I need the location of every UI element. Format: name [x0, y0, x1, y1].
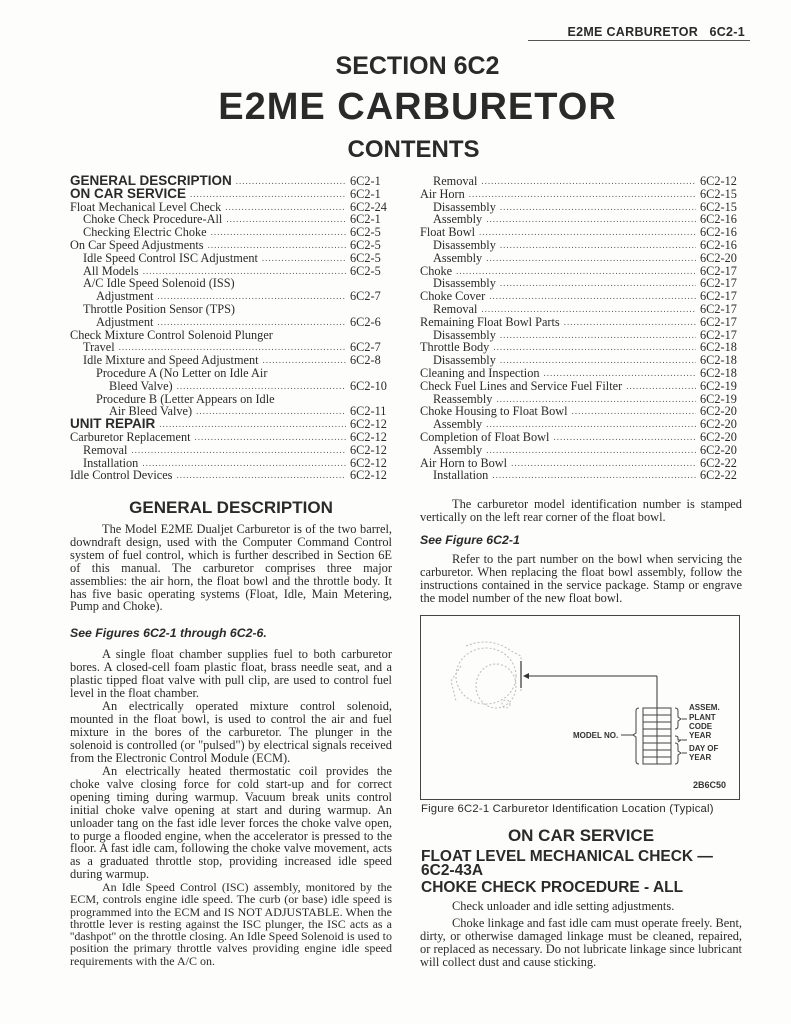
toc-entry-title: Float Bowl	[420, 225, 475, 240]
toc-entry-title: UNIT REPAIR	[70, 416, 156, 432]
toc-entry-title: Disassembly	[433, 199, 496, 214]
carburetor-drawing	[451, 642, 521, 708]
toc-entry-page: 6C2-6	[350, 314, 381, 329]
see-figure-note: See Figure 6C2-1	[420, 533, 520, 547]
toc-entry-title: Check Mixture Control Solenoid Plunger	[70, 327, 273, 342]
toc-entry-title: Assembly	[433, 417, 483, 432]
toc-entry-title: Installation	[83, 455, 139, 470]
toc-entry-title: ON CAR SERVICE	[70, 185, 187, 201]
running-title: E2ME CARBURETOR	[567, 25, 699, 39]
toc-leader-dots	[481, 175, 696, 188]
toc-entry-page: 6C2-10	[350, 378, 387, 393]
toc-entry-title: Check Fuel Lines and Service Fuel Filter	[420, 378, 623, 393]
toc-entry-page: 6C2-7	[350, 340, 381, 355]
toc-leader-dots	[177, 380, 346, 393]
toc-entry	[70, 469, 390, 482]
toc-entry-page: 6C2-17	[700, 314, 737, 329]
toc-entry-page: 6C2-18	[700, 365, 737, 380]
toc-entry-page: 6C2-20	[700, 429, 737, 444]
toc-entry-page: 6C2-5	[350, 237, 381, 252]
model-id-paragraph: The carburetor model identification number is stamped vertically on the left rear corner of the float bowl.	[420, 497, 742, 524]
toc-entry-title: Idle Speed Control ISC Adjustment	[83, 250, 258, 265]
toc-entry-title: Disassembly	[433, 353, 496, 368]
toc-entry-page: 6C2-17	[700, 327, 737, 342]
toc-leader-dots	[481, 303, 696, 316]
toc-left-column	[70, 175, 390, 482]
toc-entry	[420, 252, 740, 265]
toc-entry	[70, 185, 390, 201]
toc-entry-page: 6C2-15	[700, 186, 737, 201]
toc-leader-dots	[500, 329, 696, 342]
toc-entry-title: Choke Check Procedure-All	[83, 212, 223, 227]
toc-entry-page: 6C2-22	[700, 455, 737, 470]
toc-entry-page: 6C2-20	[700, 250, 737, 265]
toc-entry-title: Adjustment	[96, 314, 154, 329]
toc-entry-page: 6C2-24	[350, 199, 387, 214]
figure-code: 2B6C50	[693, 780, 727, 790]
toc-leader-dots	[500, 201, 696, 214]
toc-entry-page: 6C2-19	[700, 378, 737, 393]
toc-leader-dots	[263, 354, 346, 367]
float-level-check-ref: 6C2-43A	[421, 862, 484, 879]
general-paragraph-2: A single float chamber supplies fuel to both carburetor bores. A closed-cell foam plastic float, brass needle seat, and a plastic tipped float valve with pull clip, are used to control fuel level in the float chamber.	[70, 647, 392, 700]
toc-entry-title: Procedure B (Letter Appears on Idle	[96, 391, 275, 406]
toc-entry-page: 6C2-12	[700, 174, 737, 188]
toc-entry-title: Choke Housing to Float Bowl	[420, 404, 568, 419]
toc-leader-dots	[486, 444, 696, 457]
toc-entry	[70, 252, 390, 265]
toc-entry-title: On Car Speed Adjustments	[70, 237, 204, 252]
toc-entry-page: 6C2-12	[350, 455, 387, 470]
choke-paragraph-1: Check unloader and idle setting adjustments.	[452, 899, 675, 913]
toc-entry-page: 6C2-17	[700, 276, 737, 291]
toc-leader-dots	[131, 444, 346, 457]
toc-entry-page: 6C2-16	[700, 212, 737, 227]
toc-entry-page: 6C2-20	[700, 442, 737, 457]
choke-check-heading: CHOKE CHECK PROCEDURE - ALL	[421, 879, 684, 896]
toc-entry-title: Float Mechanical Level Check	[70, 199, 222, 214]
toc-leader-dots	[500, 239, 696, 252]
toc-entry	[420, 431, 740, 444]
running-header	[567, 25, 745, 39]
toc-entry-page: 6C2-7	[350, 289, 381, 304]
toc-leader-dots	[626, 380, 696, 393]
toc-leader-dots	[486, 252, 696, 265]
toc-entry-page: 6C2-5	[350, 263, 381, 278]
toc-leader-dots	[239, 277, 346, 290]
toc-entry-page: 6C2-12	[350, 429, 387, 444]
toc-entry-title: All Models	[83, 263, 139, 278]
toc-leader-dots	[572, 405, 696, 418]
toc-leader-dots	[142, 457, 346, 470]
toc-leader-dots	[489, 290, 696, 303]
toc-entry	[420, 188, 740, 201]
toc-entry-title: Removal	[83, 442, 128, 457]
toc-entry-title: Air Horn to Bowl	[420, 455, 508, 470]
toc-entry-page: 6C2-18	[700, 340, 737, 355]
toc-entry-page: 6C2-16	[700, 237, 737, 252]
toc-entry-page: 6C2-20	[700, 417, 737, 432]
header-rule	[528, 40, 750, 41]
toc-leader-dots	[500, 277, 696, 290]
toc-entry	[420, 380, 740, 393]
toc-leader-dots	[262, 252, 346, 265]
toc-leader-dots	[195, 431, 346, 444]
toc-entry-title: Bleed Valve)	[109, 378, 173, 393]
float-level-check-title: FLOAT LEVEL MECHANICAL CHECK —	[421, 848, 713, 865]
toc-entry-page: 6C2-16	[700, 225, 737, 240]
toc-entry-page: 6C2-8	[350, 353, 381, 368]
toc-entry-title: Travel	[83, 340, 115, 355]
toc-leader-dots	[208, 239, 346, 252]
toc-entry-page: 6C2-5	[350, 250, 381, 265]
toc-entry-page: 6C2-1	[350, 212, 381, 227]
toc-leader-dots	[279, 393, 346, 406]
toc-entry	[420, 444, 740, 457]
toc-leader-dots	[511, 457, 696, 470]
toc-entry-title: Assembly	[433, 250, 483, 265]
toc-leader-dots	[236, 175, 346, 188]
toc-entry-page: 6C2-1	[350, 174, 381, 188]
toc-entry-page: 6C2-17	[700, 289, 737, 304]
toc-leader-dots	[157, 316, 346, 329]
toc-entry-title: Carburetor Replacement	[70, 429, 191, 444]
general-paragraph-4: An electrically heated thermostatic coil provides the choke valve closing force for cold start-up and for correct opening timing during warmup. Vacuum break units control initial choke valve opening at start and during warmup. An unloader tang on the fast idle lever forces the choke valve open, to purge a flooded engine, when the accelerator is pressed to the floor. A fast idle cam, following the choke valve movement, acts as a graduated throttle stop, providing increased idle speed during warmup.	[70, 764, 392, 882]
toc-entry-title: Throttle Body	[420, 340, 490, 355]
label-assem: ASSEM.	[689, 703, 720, 712]
label-day-of-year: DAY OF YEAR	[689, 744, 719, 762]
toc-entry-title: Disassembly	[433, 237, 496, 252]
toc-entry-title: Air Horn	[420, 186, 465, 201]
toc-entry-title: Throttle Position Sensor (TPS)	[83, 301, 236, 316]
general-paragraph-1: The Model E2ME Dualjet Carburetor is of the two barrel, downdraft design, used with the Computer Command Control system of fuel control, which is further described in Section 6E of this manual. The carburetor comprises three major assemblies: the air horn, the float bowl and the throttle body. It has five basic operating systems (Float, Idle, Main Metering, Pump and Choke).	[70, 522, 392, 614]
toc-entry-page: 6C2-17	[700, 301, 737, 316]
toc-entry	[70, 329, 390, 342]
toc-leader-dots	[492, 469, 696, 482]
see-figures-note: See Figures 6C2-1 through 6C2-6.	[70, 626, 267, 640]
toc-entry-title: Adjustment	[96, 289, 154, 304]
toc-entry-page: 6C2-12	[350, 417, 387, 432]
toc-entry-title: Choke Cover	[420, 289, 486, 304]
toc-entry-page	[350, 367, 390, 380]
general-description-heading: GENERAL DESCRIPTION	[129, 498, 333, 517]
toc-entry	[420, 469, 740, 482]
choke-paragraph-2: Choke linkage and fast idle cam must operate freely. Bent, dirty, or otherwise damaged linkage must be cleaned, repaired, or replaced as necessary. Do not lubricate linkage since lubricant will collect dust and cause sticking.	[420, 916, 742, 969]
toc-entry	[70, 316, 390, 329]
toc-entry-page: 6C2-12	[350, 442, 387, 457]
toc-entry-page: 6C2-15	[700, 199, 737, 214]
toc-entry-title: Air Bleed Valve)	[109, 404, 193, 419]
toc-leader-dots	[486, 213, 696, 226]
toc-entry	[420, 303, 740, 316]
label-model-no: MODEL NO.	[573, 731, 619, 740]
toc-entry-title: Completion of Float Bowl	[420, 429, 550, 444]
toc-entry-title: Choke	[420, 263, 453, 278]
toc-entry-title: Installation	[433, 468, 489, 483]
figure-carburetor-id	[420, 615, 740, 800]
toc-leader-dots	[493, 341, 696, 354]
toc-leader-dots	[226, 213, 346, 226]
toc-entry-title: Disassembly	[433, 276, 496, 291]
toc-entry-title: A/C Idle Speed Solenoid (ISS)	[83, 276, 235, 291]
page-number: 6C2-1	[709, 25, 745, 39]
toc-entry	[70, 380, 390, 393]
toc-entry-title: Assembly	[433, 212, 483, 227]
toc-entry-page	[350, 303, 390, 316]
toc-entry	[420, 367, 740, 380]
contents-heading: CONTENTS	[347, 136, 480, 163]
toc-entry-title: Checking Electric Choke	[83, 225, 207, 240]
toc-entry-page: 6C2-22	[700, 468, 737, 483]
toc-entry-title: Assembly	[433, 442, 483, 457]
toc-leader-dots	[239, 303, 346, 316]
toc-right-column	[420, 175, 740, 482]
toc-entry-title: Idle Mixture and Speed Adjustment	[83, 353, 259, 368]
toc-entry-title: Remaining Float Bowl Parts	[420, 314, 560, 329]
toc-entry-page: 6C2-19	[700, 391, 737, 406]
toc-entry-title: Reassembly	[433, 391, 493, 406]
toc-leader-dots	[211, 226, 346, 239]
id-stamp-grid	[621, 708, 687, 764]
toc-entry-page: 6C2-20	[700, 404, 737, 419]
general-paragraph-3: An electrically operated mixture control solenoid, mounted in the float bowl, is used to control the air and fuel mixture in the bores of the carburetor. The plunger in the solenoid is controlled (or "pulsed") by electrical signals received from the Electronic Control Module (ECM).	[70, 699, 392, 765]
toc-leader-dots	[469, 188, 696, 201]
toc-entry-page: 6C2-5	[350, 225, 381, 240]
toc-entry	[420, 316, 740, 329]
toc-entry-page: 6C2-1	[350, 186, 381, 201]
toc-entry	[420, 239, 740, 252]
toc-entry	[70, 303, 390, 316]
toc-entry-page: 6C2-12	[350, 468, 387, 483]
toc-entry	[70, 431, 390, 444]
toc-entry-page: 6C2-11	[350, 404, 387, 419]
toc-entry-page: 6C2-18	[700, 353, 737, 368]
toc-leader-dots	[176, 469, 346, 482]
toc-leader-dots	[479, 226, 696, 239]
toc-entry	[70, 444, 390, 457]
toc-entry-title: Idle Control Devices	[70, 468, 173, 483]
section-number: SECTION 6C2	[335, 52, 500, 80]
toc-leader-dots	[196, 405, 346, 418]
arrow-head	[523, 673, 529, 679]
toc-leader-dots	[277, 329, 346, 342]
toc-entry	[70, 367, 390, 380]
toc-leader-dots	[544, 367, 696, 380]
toc-leader-dots	[271, 367, 346, 380]
toc-leader-dots	[225, 201, 346, 214]
toc-entry	[420, 175, 740, 188]
toc-leader-dots	[190, 188, 346, 201]
part-number-paragraph: Refer to the part number on the bowl when servicing the carburetor. When replacing the float bowl assembly, follow the instructions contained in the service package. Stamp or engrave the model number of the new float bowl.	[420, 552, 742, 605]
toc-entry-title: Cleaning and Inspection	[420, 365, 540, 380]
label-year: YEAR	[689, 731, 712, 740]
toc-entry-title: Removal	[433, 301, 478, 316]
float-level-check-heading	[421, 850, 713, 878]
toc-leader-dots	[553, 431, 696, 444]
toc-leader-dots	[564, 316, 696, 329]
on-car-service-heading: ON CAR SERVICE	[507, 826, 655, 845]
toc-entry-title: Removal	[433, 174, 478, 188]
label-plant-code: PLANT CODE	[689, 713, 716, 731]
figure-caption: Figure 6C2-1 Carburetor Identification Location (Typical)	[421, 803, 714, 815]
page-title: E2ME CARBURETOR	[218, 86, 617, 128]
toc-entry-title: GENERAL DESCRIPTION	[70, 173, 232, 188]
toc-entry-title: Disassembly	[433, 327, 496, 342]
toc-entry-page: 6C2-17	[700, 263, 737, 278]
toc-entry-title: Procedure A (No Letter on Idle Air	[96, 365, 268, 380]
toc-entry	[70, 239, 390, 252]
general-paragraph-5: An Idle Speed Control (ISC) assembly, monitored by the ECM, controls engine idle speed. The curb (or base) idle speed is programmed into the ECM and IS NOT ADJUSTABLE. When the throttle lever is resting against the ISC plunger, the ISC acts as a ''dashpot'' on the throttle closing. An Idle Speed Solenoid is used to position the primary throttle valves providing engine idle speed requirements with the A/C on.	[70, 880, 392, 968]
